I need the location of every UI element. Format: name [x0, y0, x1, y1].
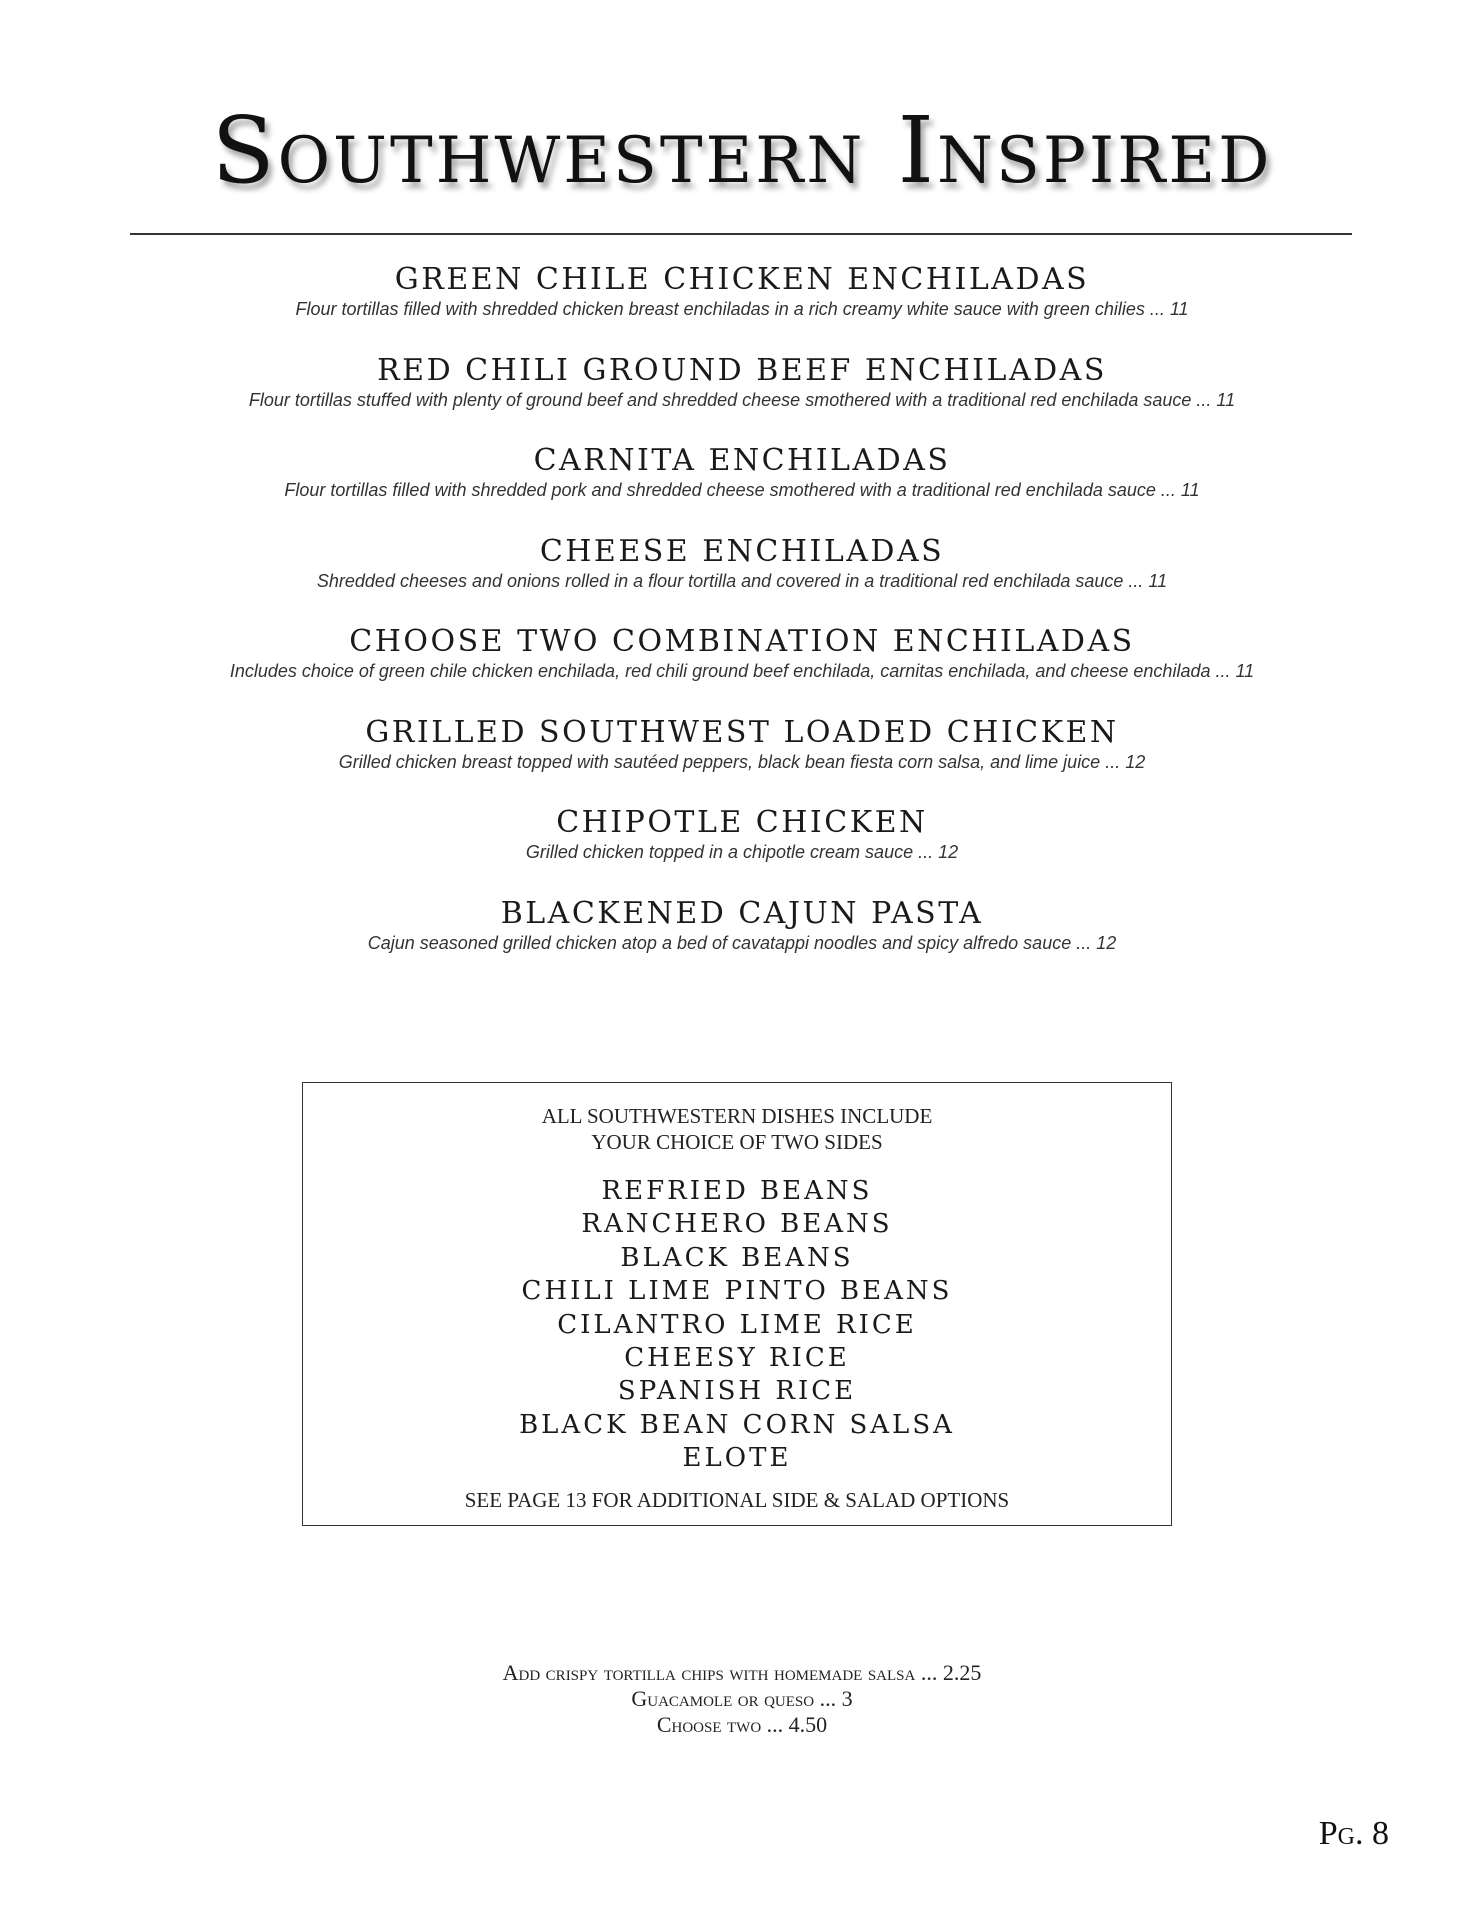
menu-item-description: Grilled chicken breast topped with sautéed peppers, black bean fiesta corn salsa, and lime juice ... 12: [338, 751, 1146, 772]
menu-item: [0, 534, 1484, 625]
side-item: CHILI LIME PINTO BEANS: [521, 1276, 953, 1307]
page-number: Pg. 8: [1318, 1815, 1389, 1852]
side-item: RANCHERO BEANS: [581, 1209, 893, 1240]
menu-item-description: Flour tortillas filled with shredded pork and shredded cheese smothered with a traditional red enchilada sauce ... 11: [284, 480, 1200, 500]
menu-item: [0, 715, 1484, 806]
menu-item-name: GREEN CHILE CHICKEN ENCHILADAS: [394, 262, 1090, 297]
menu-item-description: Shredded cheeses and onions rolled in a flour tortilla and covered in a traditional red enchilada sauce ... 11: [316, 570, 1168, 591]
menu-list: [0, 262, 1484, 986]
menu-item-description: Flour tortillas filled with shredded chicken breast enchiladas in a rich creamy white sauce with green chilies ... 11: [295, 299, 1189, 319]
page-title: Southwestern Inspired: [211, 97, 1273, 204]
menu-item-name: CHEESE ENCHILADAS: [539, 533, 945, 569]
addon-line: Choose two ... 4.50: [656, 1712, 828, 1737]
menu-item: [0, 624, 1484, 715]
menu-item-name: CHIPOTLE CHICKEN: [556, 805, 928, 840]
side-item: CILANTRO LIME RICE: [557, 1309, 917, 1340]
side-item: CHEESY RICE: [624, 1343, 850, 1374]
menu-item: [0, 353, 1484, 444]
menu-item-name: RED CHILI GROUND BEEF ENCHILADAS: [377, 352, 1107, 388]
title-divider: [130, 233, 1352, 235]
side-item: REFRIED BEANS: [601, 1176, 873, 1206]
addon-line: Guacamole or queso ... 3: [631, 1686, 853, 1711]
menu-item-description: Cajun seasoned grilled chicken atop a bed of cavatappi noodles and spicy alfredo sauce ... 12: [367, 932, 1117, 953]
menu-item: [0, 262, 1484, 353]
addons: [0, 1660, 1484, 1738]
sides-intro-line: ALL SOUTHWESTERN DISHES INCLUDE: [541, 1104, 933, 1128]
sides-box: [302, 1082, 1172, 1526]
sides-note: SEE PAGE 13 FOR ADDITIONAL SIDE & SALAD OPTIONS: [464, 1487, 1010, 1512]
side-item: BLACK BEANS: [620, 1242, 854, 1273]
side-item: SPANISH RICE: [617, 1376, 857, 1407]
sides-intro: [303, 1103, 1171, 1155]
menu-item-description: Grilled chicken topped in a chipotle cream sauce ... 12: [525, 842, 959, 862]
menu-item-name: BLACKENED CAJUN PASTA: [500, 895, 984, 931]
menu-item: [0, 805, 1484, 896]
menu-item-name: GRILLED SOUTHWEST LOADED CHICKEN: [365, 714, 1119, 750]
side-item: BLACK BEAN CORN SALSA: [519, 1409, 955, 1440]
sides-intro-line: YOUR CHOICE OF TWO SIDES: [591, 1130, 883, 1154]
menu-item-name: CARNITA ENCHILADAS: [533, 443, 951, 478]
menu-item: [0, 896, 1484, 987]
menu-item-description: Flour tortillas stuffed with plenty of ground beef and shredded cheese smothered with a traditional red enchilada sauce ... 11: [248, 389, 1236, 410]
side-item: ELOTE: [682, 1443, 792, 1474]
menu-item: [0, 443, 1484, 534]
menu-item-description: Includes choice of green chile chicken enchilada, red chili ground beef enchilada, carnitas enchilada, and cheese enchilada ... 11: [229, 661, 1255, 681]
menu-item-name: CHOOSE TWO COMBINATION ENCHILADAS: [349, 624, 1135, 659]
addon-line: Add crispy tortilla chips with homemade salsa ... 2.25: [502, 1660, 982, 1685]
sides-list: [303, 1175, 1171, 1476]
